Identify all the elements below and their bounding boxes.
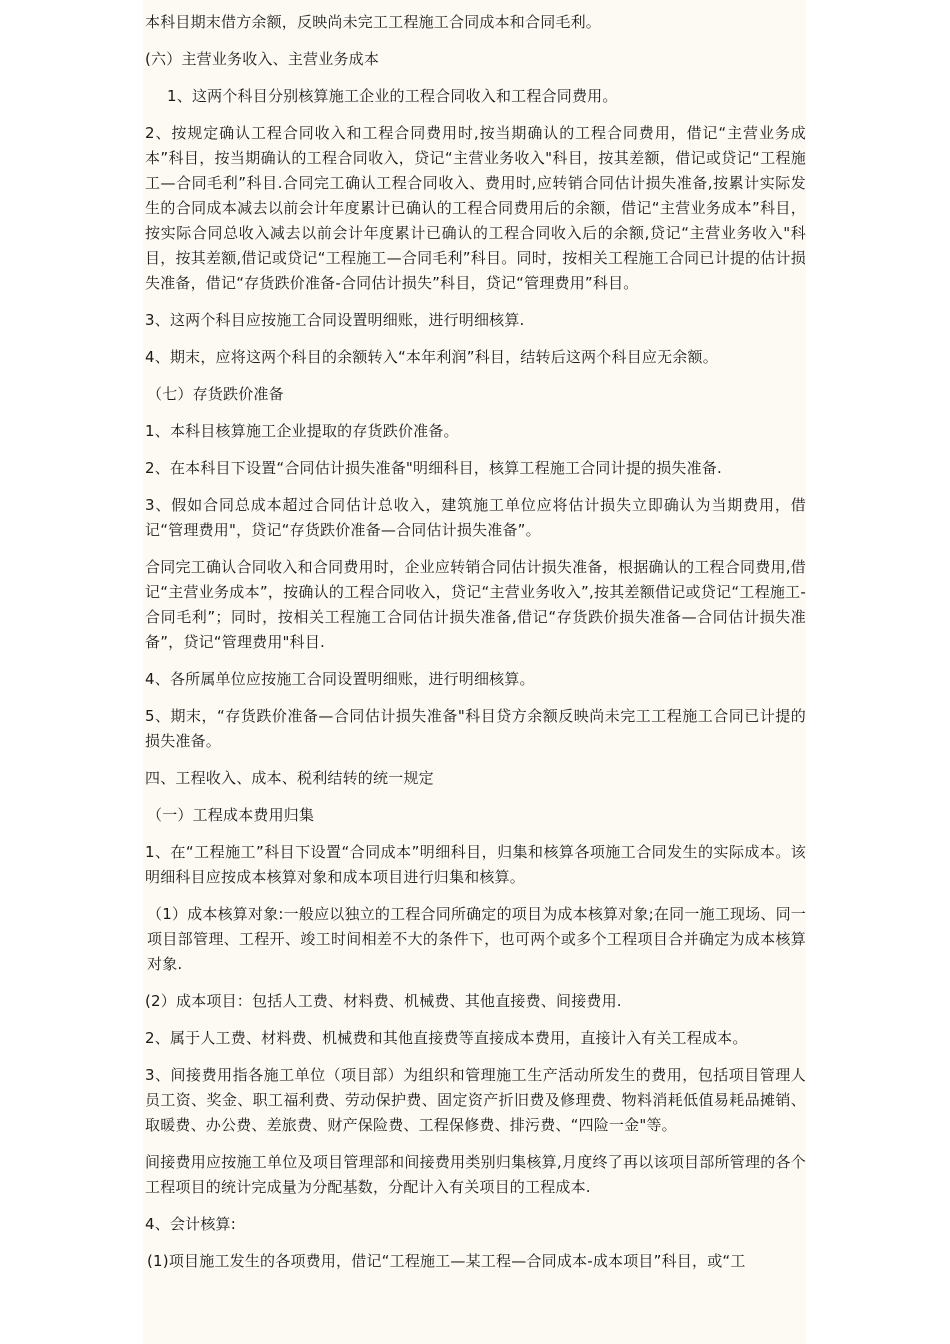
paragraph: 4、期末，应将这两个科目的余额转入“本年利润”科目，结转后这两个科目应无余额。 [145, 348, 718, 366]
section-heading: 四、工程收入、成本、税利结转的统一规定 [145, 769, 434, 787]
paragraph: 2、在本科目下设置“合同估计损失准备"明细科目，核算工程施工合同计提的损失准备. [145, 459, 722, 477]
paragraph: 4、各所属单位应按施工合同设置明细账，进行明细核算。 [145, 670, 535, 688]
document-body [143, 0, 806, 1274]
paragraph: 本科目期末借方余额，反映尚未完工工程施工合同成本和合同毛利。 [145, 13, 602, 31]
document-page [143, 0, 806, 1344]
paragraph: 2、属于人工费、材料费、机械费和其他直接费等直接成本费用，直接计入有关工程成本。 [145, 1029, 748, 1047]
paragraph: (1)项目施工发生的各项费用，借记“工程施工—某工程—合同成本-成本项目”科目，或“工 [147, 1252, 746, 1270]
paragraph: （1）成本核算对象:一般应以独立的工程合同所确定的项目为成本核算对象;在同一施工现场、同一项目部管理、工程开、竣工时间相差不大的条件下，也可两个或多个工程项目合并确定为成本核算对象. [147, 905, 806, 973]
paragraph: 2、按规定确认工程合同收入和工程合同费用时,按当期确认的工程合同费用，借记“主营业务成本”科目，按当期确认的工程合同收入，贷记“主营业务收入"科目，按其差额，借记或贷记“工程施工—合同毛利”科目.合同完工确认工程合同收入、费用时,应转销合同估计损失准备,按累计实际发生的合同成本减去以前会计年度累计已确认的工程合同费用后的余额，借记“主营业务成本”科目，按实际合同总收入减去以前会计年度累计已确认的工程合同收入后的余额,贷记“主营业务收入"科目，按其差额,借记或贷记“工程施工—合同毛利”科目。同时，按相关工程施工合同已计提的估计损失准备，借记“存货跌价准备-合同估计损失”科目，贷记“管理费用”科目。 [145, 124, 806, 292]
paragraph: 间接费用应按施工单位及项目管理部和间接费用类别归集核算,月度终了再以该项目部所管理的各个工程项目的统计完成量为分配基数，分配计入有关项目的工程成本. [145, 1153, 806, 1196]
section-heading: （一）工程成本费用归集 [147, 806, 315, 824]
section-heading: (六）主营业务收入、主营业务成本 [145, 50, 380, 68]
paragraph: 5、期末，“存货跌价准备—合同估计损失准备"科目贷方余额反映尚未完工工程施工合同已计提的损失准备。 [145, 707, 806, 750]
paragraph: 3、这两个科目应按施工合同设置明细账，进行明细核算. [145, 311, 525, 329]
paragraph: 合同完工确认合同收入和合同费用时，企业应转销合同估计损失准备，根据确认的工程合同费用,借记“主营业务成本”，按确认的工程合同收入，贷记“主营业务收入”,按其差额借记或贷记“工程施工-合同毛利”；同时，按相关工程施工合同估计损失准备,借记“存货跌价损失准备—合同估计损失准备”，贷记“管理费用"科目. [145, 558, 806, 651]
paragraph: 1、本科目核算施工企业提取的存货跌价准备。 [145, 422, 459, 440]
paragraph: 3、间接费用指各施工单位（项目部）为组织和管理施工生产活动所发生的费用，包括项目管理人员工资、奖金、职工福利费、劳动保护费、固定资产折旧费及修理费、物料消耗低值易耗品摊销、取暖费、办公费、差旅费、财产保险费、工程保修费、排污费、“四险一金"等。 [145, 1066, 806, 1134]
paragraph: 3、假如合同总成本超过合同估计总收入，建筑施工单位应将估计损失立即确认为当期费用，借记“管理费用"，贷记“存货跌价准备—合同估计损失准备”。 [145, 496, 806, 539]
paragraph: 1、这两个科目分别核算施工企业的工程合同收入和工程合同费用。 [167, 87, 618, 105]
section-heading: （七）存货跌价准备 [147, 385, 284, 403]
paragraph: 1、在“工程施工”科目下设置“合同成本”明细科目，归集和核算各项施工合同发生的实际成本。该明细科目应按成本核算对象和成本项目进行归集和核算。 [145, 843, 806, 886]
paragraph: (2）成本项目：包括人工费、材料费、机械费、其他直接费、间接费用. [145, 992, 622, 1010]
paragraph: 4、会计核算: [145, 1215, 236, 1233]
